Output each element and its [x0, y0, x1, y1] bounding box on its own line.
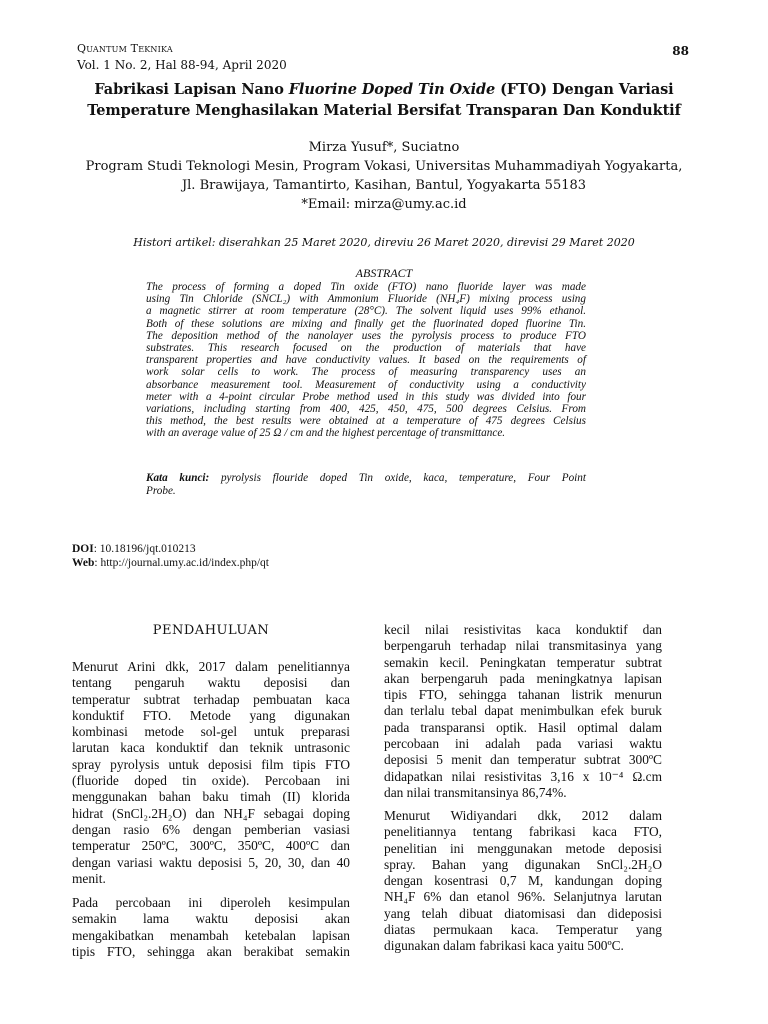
abstract-line: a magnetic stirrer at room temperature (28°C). The solvent liquid uses 99% ethanol. [146, 305, 586, 318]
paragraph-line: menit. [72, 870, 106, 886]
paragraph-line: didapatkan nilai resistivitas 3,16 x 10⁻⁴ Ω.cm [384, 768, 662, 784]
abstract-line: using Tin Chloride (SNCL₂) with Ammonium Fluoride (NH₄F) mixing process using [146, 293, 586, 306]
doi-value[interactable]: : 10.18196/jqt.010213 [93, 543, 196, 555]
paragraph-line: Pada percobaan ini diperoleh kesimpulan [72, 895, 350, 910]
doi-block [72, 542, 269, 570]
paragraph-line: Menurut Arini dkk, 2017 dalam penelitiannya [72, 659, 350, 674]
affiliation-line-1: Program Studi Teknologi Mesin, Program Vokasi, Universitas Muhammadiyah Yogyakarta, [85, 159, 683, 174]
title-text: Fabrikasi Lapisan Nano [94, 81, 289, 98]
paragraph-line: NH₄F 6% dan etanol 96%. Selanjutnya larutan [384, 889, 662, 905]
paragraph-line: percobaan ini adalah pada variasi waktu [384, 736, 662, 752]
title-line-2: Temperature Menghasilakan Material Bersifat Transparan Dan Konduktif [87, 102, 681, 119]
paragraph-line: berpengaruh terhadap nilai transmitasinya yang [384, 638, 662, 654]
page-number: 88 [672, 44, 689, 58]
author-email: *Email: mirza@umy.ac.id [301, 197, 467, 212]
paragraph-line: deposisi 5 menit dan temperatur subtrat 300ºC [384, 752, 662, 768]
paragraph-line: pada transparansi optik. Hasil optimal dalam [384, 719, 662, 735]
paragraph-line: diatas permukaan kaca. Temperatur yang [384, 922, 662, 938]
abstract-line: with an average value of 25 Ω / cm and the highest percentage of transmittance. [146, 427, 506, 440]
left-paragraph-2 [72, 895, 350, 960]
paragraph-line: semakin lama waktu deposisi akan [72, 911, 350, 927]
abstract-line: variations, including starting from 400, 425, 450, 475, 500 degrees Celsius. From [146, 403, 586, 416]
paragraph-line: digunakan dalam fabrikasi kaca yaitu 500ºC. [384, 938, 624, 954]
abstract-line: The deposition method of the nanolayer uses the pyrolysis process to produce FTO [146, 329, 586, 342]
left-paragraph-1 [72, 659, 350, 887]
paragraph-line: mengakibatkan menambah ketebalan lapisan [72, 927, 350, 943]
paragraph-line: dengan variasi waktu deposisi 5, 20, 30, dan 40 [72, 854, 350, 870]
paragraph-line: semakin kecil. Peningkatan temperatur subtrat [384, 654, 662, 670]
journal-volume: Vol. 1 No. 2, Hal 88-94, April 2020 [77, 58, 287, 72]
abstract-body [146, 281, 586, 440]
paragraph-line: dengan rasio 6% dengan pemberian vasiasi [72, 821, 350, 837]
paragraph-line: dengan kosentrasi 0,7 M, kandungan doping [384, 873, 662, 889]
title-text: (FTO) Dengan Variasi [495, 81, 674, 98]
keywords [146, 472, 586, 498]
abstract-line: Both of these solutions are mixing and finally get the fluorinated doped fluorine Tin. [146, 317, 586, 330]
paragraph-line: dan nilai transmitansinya 86,74%. [384, 784, 567, 800]
title-line-1 [60, 79, 708, 100]
abstract-line: work solar cells to work. The process of measuring transparency uses an [146, 366, 586, 379]
keywords-label: Kata kunci: [146, 472, 210, 484]
paragraph-line: akan berpengaruh pada meningkatnya lapisan [384, 670, 662, 686]
section-heading: PENDAHULUAN [152, 623, 270, 638]
paragraph-line: tipis FTO, sehingga tahanan listrik menurun [384, 687, 662, 703]
paragraph-line: spray. Bahan yang digunakan SnCl₂.2H₂O [384, 856, 662, 872]
keywords-line: Probe. [146, 485, 176, 497]
abstract-heading: ABSTRACT [355, 266, 413, 280]
article-history: Histori artikel: diserahkan 25 Maret 2020, direviu 26 Maret 2020, direvisi 29 Maret 2020 [133, 236, 635, 249]
abstract-line: transparent properties and have conductivity values. It based on the requirements of [146, 354, 586, 367]
abstract-line: The process of forming a doped Tin oxide (FTO) nano fluoride layer was made [146, 281, 586, 293]
web-label: Web [72, 557, 95, 569]
paragraph-line: dan terlalu tebal dapat menimbulkan efek buruk [384, 703, 662, 719]
paper-title [60, 79, 708, 121]
author-block [0, 138, 768, 214]
web-link[interactable]: : http://journal.umy.ac.id/index.php/qt [94, 557, 269, 569]
right-paragraph-1 [384, 622, 662, 801]
right-paragraph-2 [384, 808, 662, 955]
keywords-line [146, 472, 586, 485]
paragraph-line: penelitiannya tentang fabrikasi kaca FTO, [384, 824, 662, 840]
paragraph-line: kombinasi metode sol-gel untuk preparasi [72, 724, 350, 740]
paragraph-line: hidrat (SnCl₂.2H₂O) dan NH₄F sebagai doping [72, 805, 350, 821]
author-names: Mirza Yusuf*, Suciatno [308, 140, 460, 155]
abstract-line: meter with a 4-point circular Probe method used in this study was divided into four [146, 390, 586, 403]
paragraph-line: temperatur 250ºC, 300ºC, 350ºC, 400ºC dan [72, 838, 350, 854]
keywords-text: pyrolysis flouride doped Tin oxide, kaca, temperature, Four Point [209, 472, 586, 484]
journal-name: Quantum Teknika [77, 42, 173, 55]
paragraph-line: kecil nilai resistivitas kaca konduktif dan [384, 622, 662, 637]
title-italic-text: Fluorine Doped Tin Oxide [288, 81, 496, 98]
doi-label: DOI [72, 543, 94, 555]
paragraph-line: yang telah dibuat diatomisasi dan dideposisi [384, 905, 662, 921]
affiliation-line-2: Jl. Brawijaya, Tamantirto, Kasihan, Bantul, Yogyakarta 55183 [181, 178, 587, 193]
paragraph-line: tipis FTO, sehingga akan berakibat semakin [72, 943, 350, 959]
abstract-line: this method, the best results were obtained at a temperature of 475 degrees Celsius [146, 415, 586, 428]
paragraph-line: (fluoride doped tin oxide). Percobaan ini [72, 773, 350, 789]
paragraph-line: penelitian ini menggunakan metode deposisi [384, 840, 662, 856]
paragraph-line: tentang pengaruh waktu deposisi dan [72, 675, 350, 691]
paragraph-line: temperatur subtrat terhadap pembuatan kaca [72, 691, 350, 707]
paragraph-line: menggunakan bahan baku timah (II) klorida [72, 789, 350, 805]
paragraph-line: konduktif FTO. Metode yang digunakan [72, 707, 350, 723]
paragraph-line: larutan kaca konduktif dan teknik untrasonic [72, 740, 350, 756]
abstract-line: absorbance measurement tool. Measurement of conductivity using a conductivity [146, 378, 586, 391]
paragraph-line: Menurut Widiyandari dkk, 2012 dalam [384, 808, 662, 823]
paragraph-line: spray pyrolysis untuk deposisi film tipis FTO [72, 756, 350, 772]
abstract-line: substrates. This research focused on the production of materials that have [146, 342, 586, 355]
